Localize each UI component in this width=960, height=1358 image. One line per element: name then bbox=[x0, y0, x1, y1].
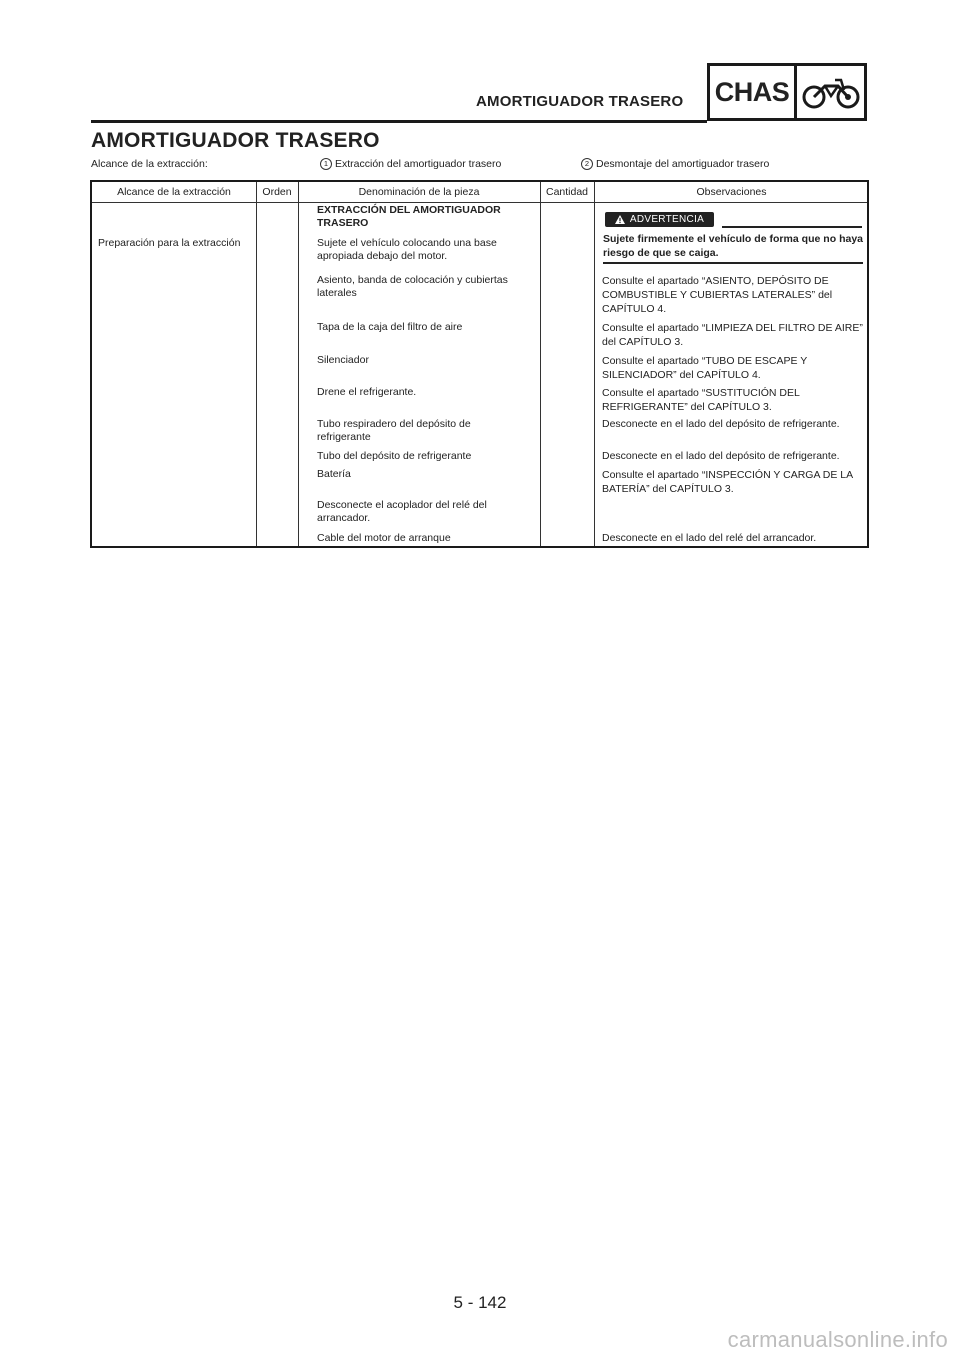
column-divider bbox=[256, 182, 257, 546]
table-row-observation: Consulte el apartado “TUBO DE ESCAPE Y SILENCIADOR” del CAPÍTULO 4. bbox=[602, 355, 808, 381]
procedure-heading: EXTRACCIÓN DEL AMORTIGUADOR TRASERO bbox=[317, 204, 501, 229]
table-row-part: Tubo respiradero del depósito de refrigerante bbox=[317, 418, 471, 443]
table-row-part: Silenciador bbox=[317, 354, 369, 366]
removal-table bbox=[90, 180, 869, 548]
header-quantity: Cantidad bbox=[545, 186, 589, 198]
table-row-observation: Desconecte en el lado del depósito de refrigerante. bbox=[602, 418, 840, 430]
group-label: Preparación para la extracción bbox=[98, 237, 241, 249]
step-number-1: 1 bbox=[320, 158, 332, 170]
column-divider bbox=[594, 182, 595, 546]
warning-icon bbox=[615, 215, 625, 224]
table-row-part: Desconecte el acoplador del relé del arrancador. bbox=[317, 499, 487, 524]
table-row-observation: Consulte el apartado “INSPECCIÓN Y CARGA DE LA BATERÍA” del CAPÍTULO 3. bbox=[602, 469, 853, 495]
step-number-2: 2 bbox=[581, 158, 593, 170]
table-row-part: Drene el refrigerante. bbox=[317, 386, 417, 398]
table-row-part: Asiento, banda de colocación y cubiertas laterales bbox=[317, 274, 508, 299]
page-number: 5 - 142 bbox=[453, 1293, 507, 1312]
motorcycle-icon bbox=[797, 66, 864, 118]
scope-label: Alcance de la extracción: bbox=[91, 158, 208, 170]
watermark: carmanualsonline.info bbox=[727, 1327, 948, 1352]
scope-item-2-text: Desmontaje del amortiguador trasero bbox=[596, 158, 770, 170]
warning-rule-top bbox=[722, 226, 862, 228]
header-order: Orden bbox=[262, 186, 292, 198]
header-observations: Observaciones bbox=[696, 186, 767, 198]
header-rule bbox=[91, 120, 707, 123]
table-row-part: Cable del motor de arranque bbox=[317, 532, 451, 544]
chapter-code: CHAS bbox=[710, 66, 797, 118]
warning-rule-bottom bbox=[603, 262, 863, 264]
header-title: AMORTIGUADOR TRASERO bbox=[476, 93, 684, 110]
warning-badge bbox=[605, 212, 714, 227]
table-row-part: Tubo del depósito de refrigerante bbox=[317, 450, 472, 462]
scope-item-1-text: Extracción del amortiguador trasero bbox=[335, 158, 502, 170]
table-row-observation: Desconecte en el lado del depósito de refrigerante. bbox=[602, 450, 840, 462]
table-row-observation: Desconecte en el lado del relé del arrancador. bbox=[602, 532, 817, 544]
table-row-part: Sujete el vehículo colocando una base apropiada debajo del motor. bbox=[317, 237, 497, 262]
header-scope: Alcance de la extracción bbox=[117, 186, 231, 198]
scope-item-2 bbox=[581, 158, 769, 170]
table-row-part: Batería bbox=[317, 468, 351, 480]
warning-label: ADVERTENCIA bbox=[629, 214, 705, 225]
chapter-badge bbox=[707, 63, 867, 121]
header-part-name: Denominación de la pieza bbox=[358, 186, 480, 198]
section-title: AMORTIGUADOR TRASERO bbox=[91, 129, 380, 152]
column-divider bbox=[540, 182, 541, 546]
table-row-observation: Consulte el apartado “SUSTITUCIÓN DEL REFRIGERANTE” del CAPÍTULO 3. bbox=[602, 387, 800, 413]
table-row-part: Tapa de la caja del filtro de aire bbox=[317, 321, 463, 333]
table-row-observation: Consulte el apartado “ASIENTO, DEPÓSITO DE COMBUSTIBLE Y CUBIERTAS LATERALES” del CAPÍTULO 4. bbox=[602, 275, 833, 315]
warning-text: Sujete firmemente el vehículo de forma que no haya riesgo de que se caiga. bbox=[603, 233, 863, 259]
column-divider bbox=[298, 182, 299, 546]
scope-item-1 bbox=[320, 158, 501, 170]
table-row-observation: Consulte el apartado “LIMPIEZA DEL FILTRO DE AIRE” del CAPÍTULO 3. bbox=[602, 322, 863, 348]
